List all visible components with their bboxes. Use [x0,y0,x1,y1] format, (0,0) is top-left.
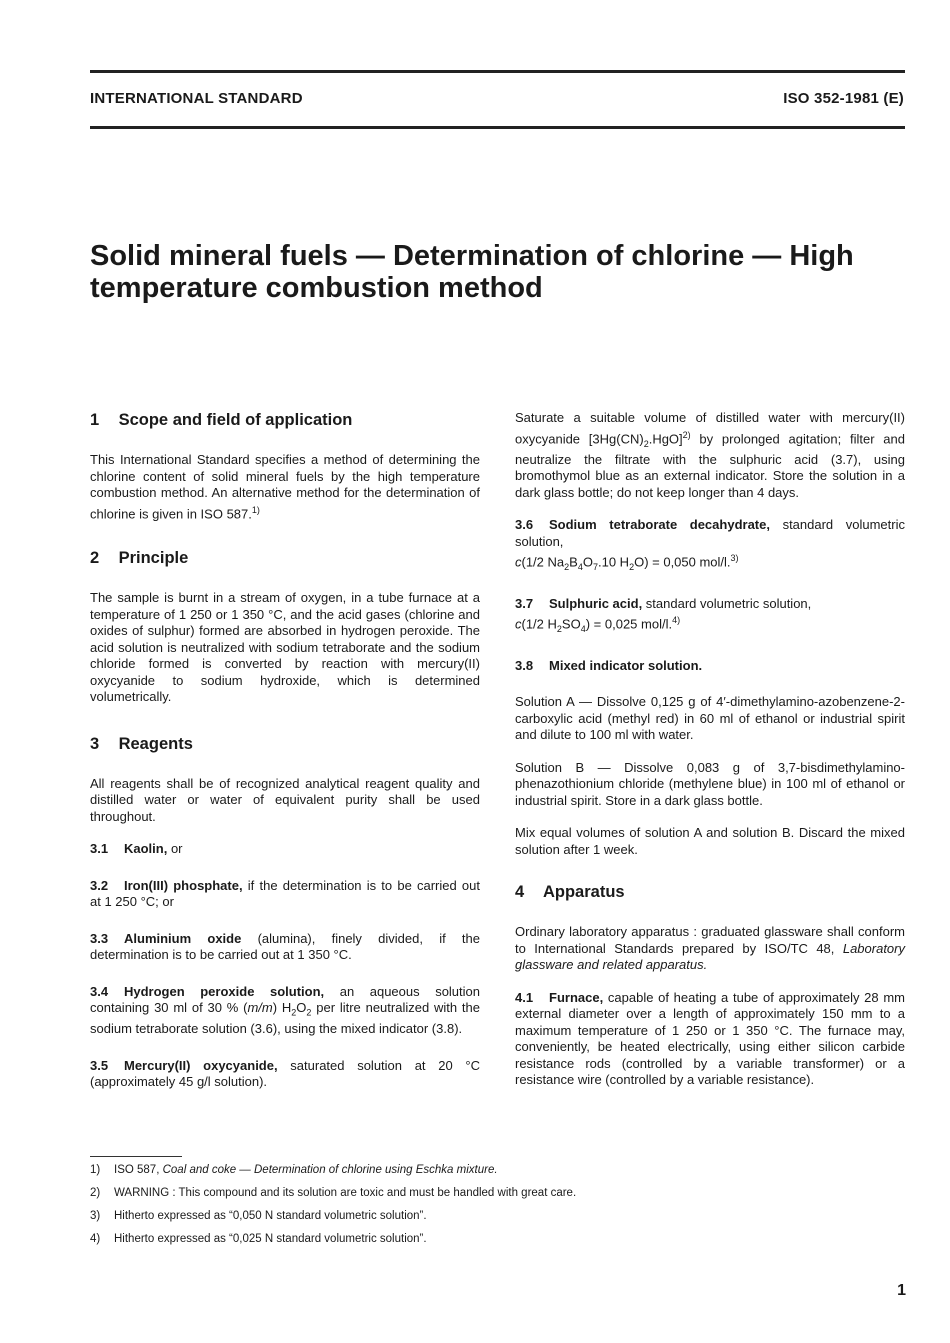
clause-3-1 [90,841,480,858]
clause-text: an aqueous solution containing 30 ml of 30 % ( [90,983,480,1016]
clause-label: Furnace, [549,989,604,1005]
footnote-3 [90,1209,910,1223]
clause-text: if the determination is to be carried out at 1 250 °C; or [90,877,481,910]
clause-text: standard volumetric solution, [515,517,905,549]
formula-text: O) = 0,050 mol/l. [634,554,731,570]
subscript: 2 [564,562,570,573]
standard-number: ISO 352-1981 (E) [783,90,904,107]
section-title: Reagents [118,734,193,753]
formula-text: (1/2 Na [521,554,565,570]
clause-number: 3.3 [90,930,109,946]
paragraph-italic: Laboratory glassware and related apparatus. [515,940,905,973]
footnote-separator [90,1156,182,1157]
clause-3-4 [90,984,480,1038]
solution-b: Solution B — Dissolve 0,083 g of 3,7-bisdimethylamino-phenazothionium chloride (methylene blue) in 100 ml of ethanol or industrial spirit. Store in a dark glass bottle. [515,759,905,808]
clause-3-8 [515,658,905,675]
footnote-ref: 1) [251,504,260,515]
paragraph-text: This International Standard specifies a method of determining the chlorine content of solid mineral fuels by the high temperature combustion method. An alternative method for the determination of chlorine is given in ISO 587. [90,452,480,521]
standard-type-label: INTERNATIONAL STANDARD [90,90,303,107]
footnote-number: 4) [90,1233,101,1245]
clause-number: 3.6 [515,517,534,533]
clause-text: capable of heating a tube of approximately 28 mm external diameter over a length of approximately 150 mm to a maximum temperature of 1 250 or 1 350 °C. The furnace may, conveniently, be heated electrically, using either silicon carbide resistance rods (controlled by a variable transformer) or a resistance wire (controlled by a variable resistance). [515,989,905,1088]
section-title: Apparatus [542,883,625,902]
footnote-number: 2) [90,1187,101,1199]
footnote-2 [90,1186,910,1200]
clause-text: saturated solution at 20 °C (approximately 45 g/l solution). [90,1057,480,1090]
right-column [515,410,905,1105]
clause-text: standard volumetric solution, [642,595,812,611]
section-number: 1 [90,411,100,429]
section-1-heading [90,410,480,430]
footnote-ref: 4) [672,615,681,626]
clause-3-5 [90,1058,480,1091]
formula-text: ) = 0,025 mol/l. [585,616,673,632]
footnote-text: Hitherto expressed as “0,050 N standard volumetric solution”. [114,1210,427,1222]
section-3-heading [90,734,480,754]
concentration-symbol: c [515,616,522,632]
section-3-intro: All reagents shall be of recognized analytical reagent quality and distilled water or water of equivalent purity shall be used throughout. [90,775,480,824]
saturate-paragraph [515,410,905,501]
subscript: 2 [629,562,635,573]
mix-instruction: Mix equal volumes of solution A and solution B. Discard the mixed solution after 1 week. [515,825,905,857]
formula-text: O [582,554,593,570]
clause-label: Mixed indicator solution. [549,657,703,673]
section-title: Principle [118,549,189,568]
paragraph-text: Ordinary laboratory apparatus : graduated glassware shall conform to International Standards prepared by ISO/TC 48, [515,924,905,956]
section-number: 2 [90,549,100,568]
section-number: 3 [90,734,100,753]
clause-label: Kaolin, [124,841,168,857]
footnote-text: ISO 587, [114,1164,163,1176]
mass-ratio-symbol: m/m [247,1000,273,1016]
subscript: 2 [643,438,649,449]
footnote-ref: 2) [682,429,691,440]
clause-label: Iron(III) phosphate, [124,877,243,893]
clause-label: Hydrogen peroxide solution, [124,983,325,999]
clause-number: 3.8 [515,657,534,673]
solution-a: Solution A — Dissolve 0,125 g of 4′-dimethylamino-azobenzene-2-carboxylic acid (methyl red) in 60 ml of ethanol or industrial spirit and dilute to 100 ml with water. [515,694,905,743]
clause-number: 3.4 [90,983,109,999]
footnote-italic: Coal and coke — Determination of chlorine using Eschka mixture. [162,1164,498,1176]
left-column [90,410,480,1107]
clause-number: 3.2 [90,877,109,893]
subscript: 4 [580,624,586,635]
footnote-text: WARNING : This compound and its solution are toxic and must be handled with great care. [114,1187,577,1199]
footnote-number: 3) [90,1210,101,1222]
clause-text: O [296,1000,307,1016]
clause-3-2 [90,878,480,911]
formula-text: .10 H [597,554,630,570]
clause-3-3 [90,931,480,964]
clause-3-7 [515,596,905,638]
clause-3-6 [515,517,905,575]
clause-text: or [167,841,183,857]
header-rule-bottom [90,126,905,129]
paragraph-text: .HgO] [648,430,683,446]
footnote-number: 1) [90,1164,101,1176]
subscript: 2 [291,1007,297,1018]
section-2-body: The sample is burnt in a stream of oxygen, in a tube furnace at a temperature of 1 250 or 1 350 °C, and the acid gases (chlorine and oxides of sulphur) formed are absorbed in hydrogen peroxide. The acid solution is neutralized with sodium tetraborate and the sodium chloride formed is converted by reaction with mercury(II) oxycyanide to sodium hydroxide, which is determined volumetrically. [90,590,480,705]
formula-text: B [569,554,578,570]
clause-text: per litre neutralized with the sodium tetraborate solution (3.6), using the mixed indicator (3.8). [90,1000,480,1037]
document-title: Solid mineral fuels — Determination of chlorine — High temperature combustion method [90,240,854,304]
footnote-4 [90,1232,910,1246]
section-2-heading [90,548,480,568]
clause-label: Sodium tetraborate decahydrate, [549,517,770,533]
subscript: 2 [306,1007,312,1018]
clause-number: 3.7 [515,595,534,611]
section-number: 4 [515,883,525,902]
subscript: 4 [577,562,583,573]
section-4-heading [515,882,905,902]
clause-number: 3.5 [90,1057,109,1073]
page-number: 1 [897,1282,906,1299]
subscript: 7 [592,562,598,573]
clause-number: 3.1 [90,841,109,857]
formula-text: SO [561,616,581,632]
paragraph-text: Saturate a suitable volume of distilled water with mercury(II) oxycyanide [3Hg(CN) [515,410,905,446]
clause-label: Aluminium oxide [124,930,242,946]
clause-text: (alumina), finely divided, if the determination is to be carried out at 1 350 °C. [90,930,480,963]
section-1-body [90,452,480,522]
subscript: 2 [556,624,562,635]
clause-text: ) H [272,1000,292,1016]
formula-text: (1/2 H [521,616,557,632]
header-rule-top [90,70,905,73]
footnote-text: Hitherto expressed as “0,025 N standard volumetric solution”. [114,1233,427,1245]
section-4-intro [515,924,905,974]
concentration-symbol: c [515,554,522,570]
footnote-1 [90,1163,910,1177]
clause-label: Mercury(II) oxycyanide, [124,1057,278,1073]
clause-4-1 [515,990,905,1089]
section-title: Scope and field of application [118,411,353,429]
clause-label: Sulphuric acid, [549,595,643,611]
clause-number: 4.1 [515,989,534,1005]
paragraph-text: by prolonged agitation; filter and neutralize the filtrate with the sulphuric acid (3.7), using bromothymol blue as an external indicator. Store the solution in a dark glass bottle; do not keep longer than 4 days. [515,430,905,500]
footnote-ref: 3) [730,553,739,564]
